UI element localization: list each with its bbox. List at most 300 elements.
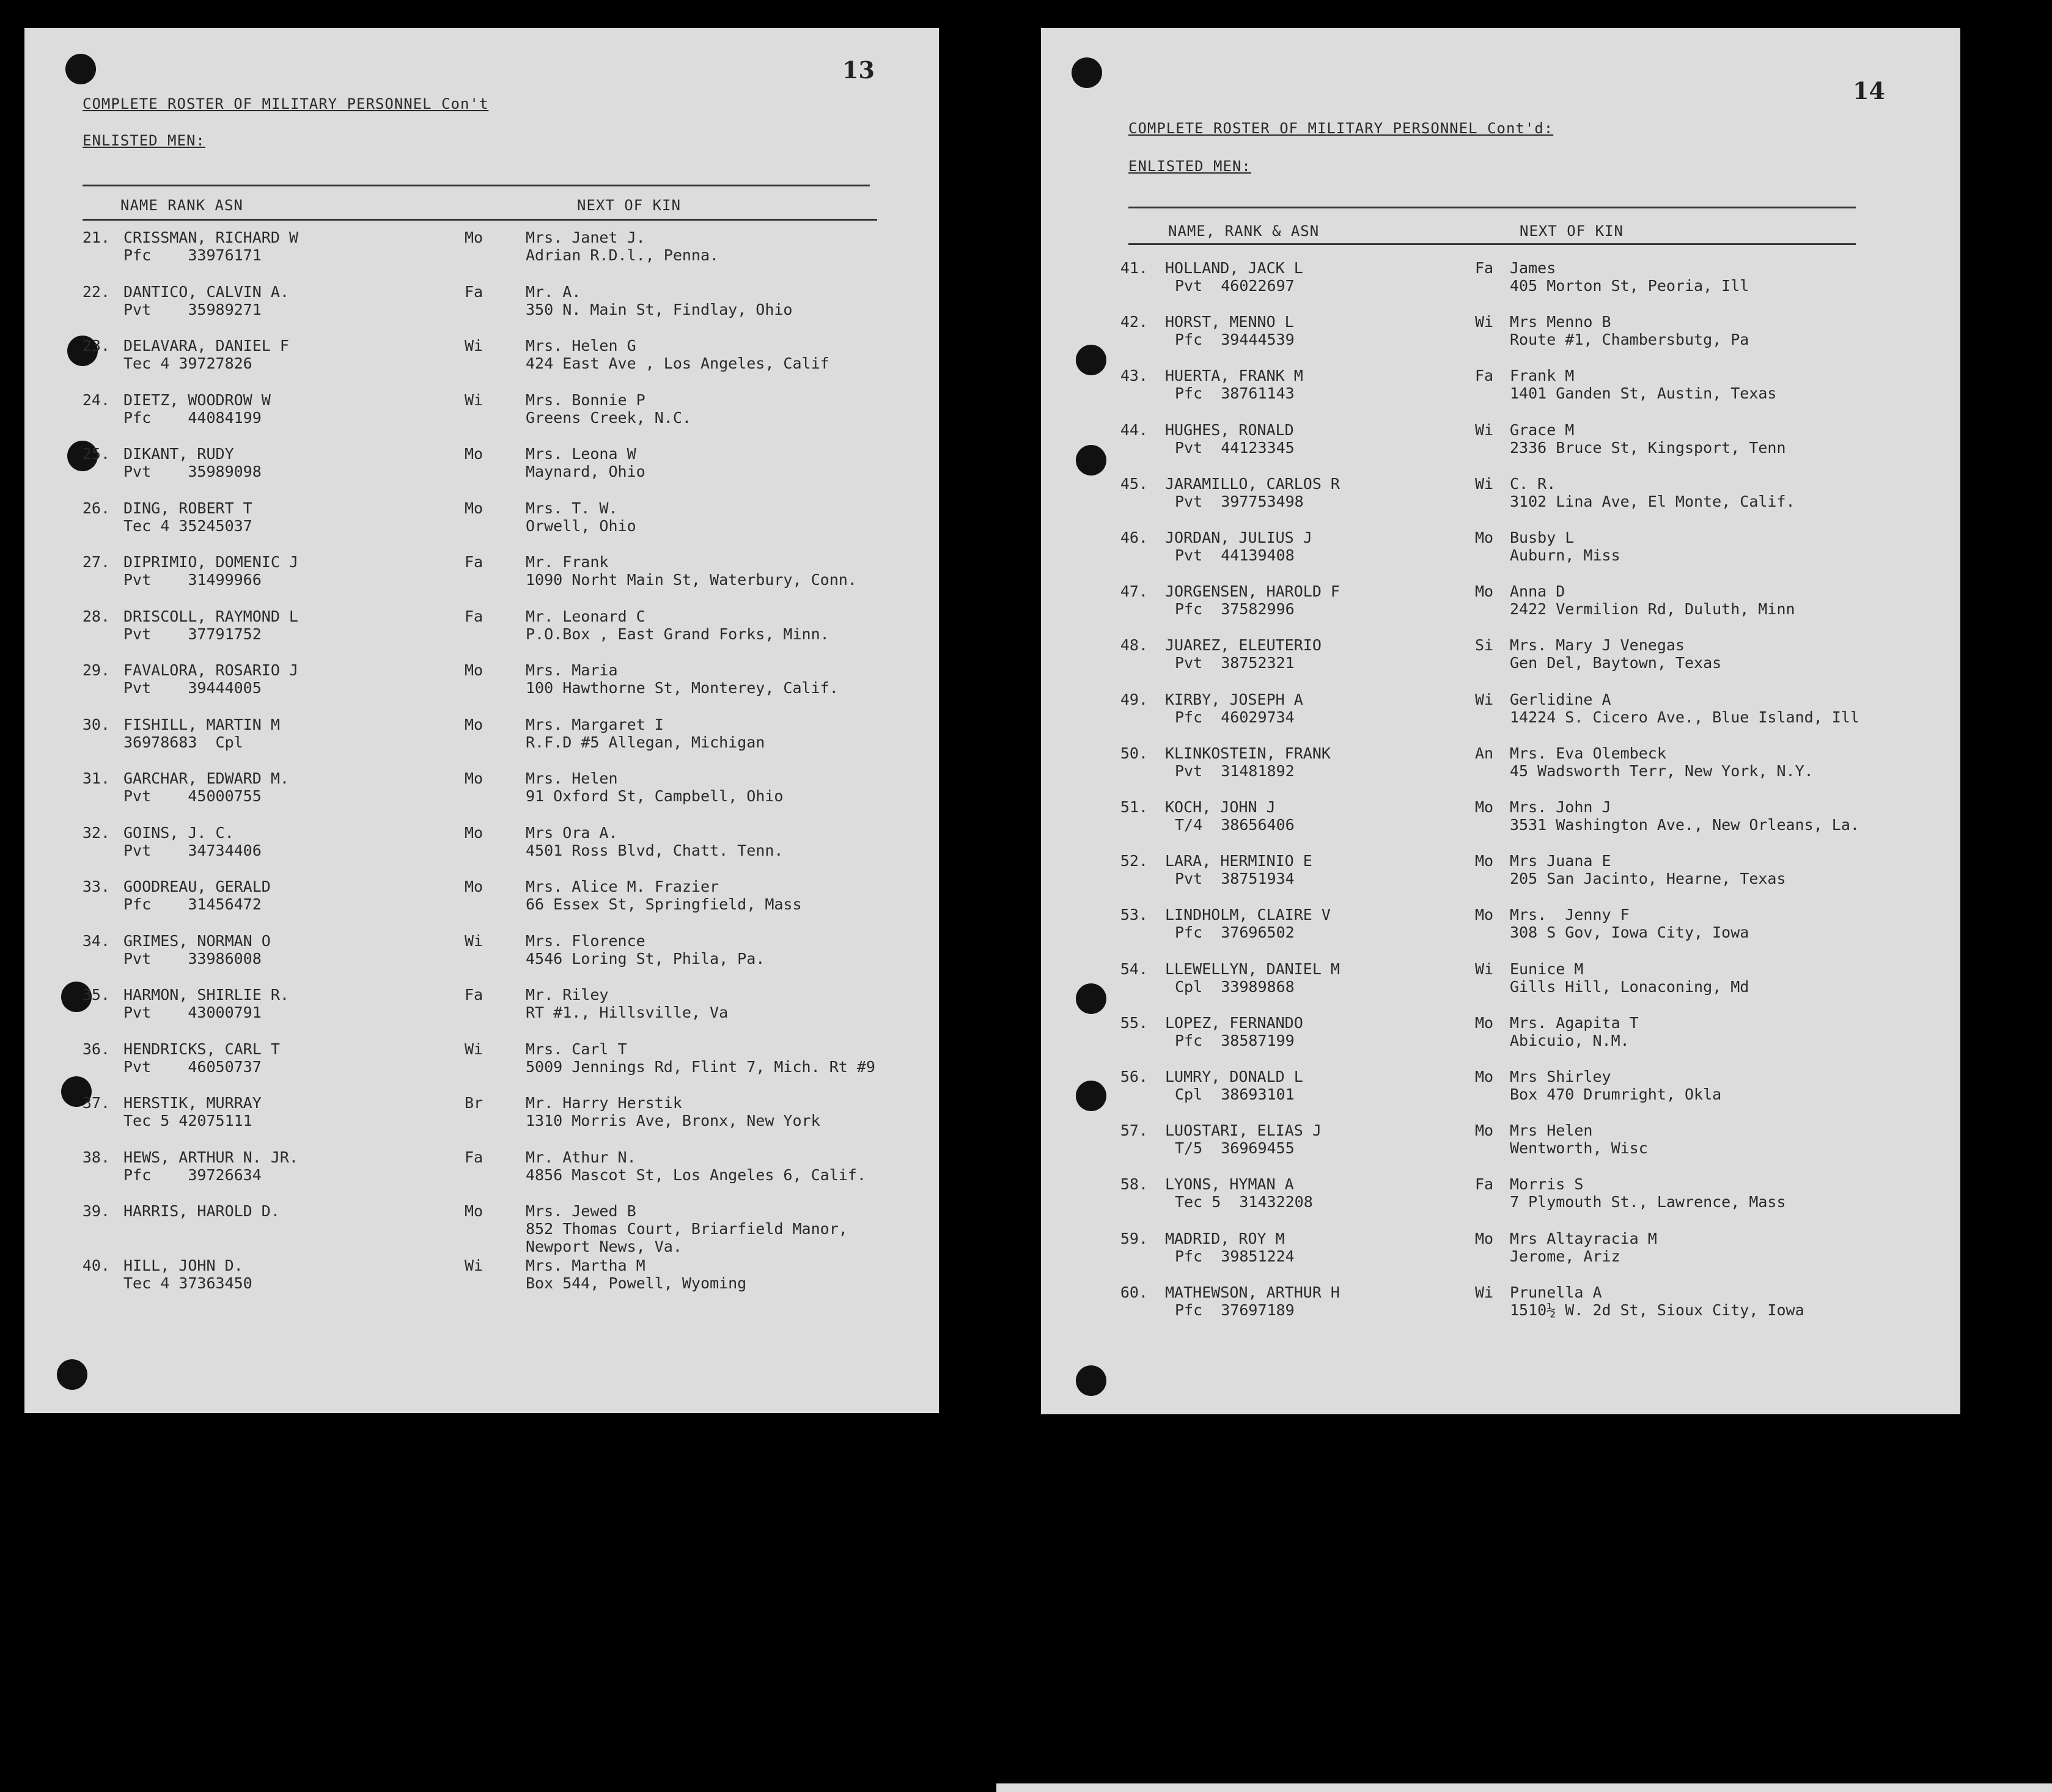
relationship-code: Mo	[465, 499, 484, 517]
entry-number: 22.	[82, 282, 110, 301]
entry-number: 35.	[82, 986, 110, 1004]
entry-number: 55.	[1120, 1013, 1148, 1032]
entry-name-block	[123, 878, 271, 913]
kin-address: Adrian R.D.l., Penna.	[526, 246, 719, 264]
section-subheading: ENLISTED MEN:	[1128, 158, 1251, 175]
soldier-name: CRISSMAN, RICHARD W	[123, 229, 298, 246]
column-header-kin: NEXT OF KIN	[577, 197, 681, 214]
entry-number: 31.	[82, 769, 110, 787]
rank-asn: Pvt 46022697	[1175, 277, 1295, 295]
entry-number: 53.	[1120, 906, 1148, 924]
relationship-code: Fa	[1475, 1175, 1494, 1194]
relationship-code: Mo	[465, 661, 484, 679]
entry-name-block	[123, 391, 271, 427]
entry-number: 44.	[1120, 420, 1148, 439]
next-of-kin-block	[526, 229, 719, 264]
next-of-kin-block	[1510, 1230, 1657, 1265]
roster-entry	[1099, 636, 1955, 688]
roster-entry	[1099, 421, 1955, 472]
next-of-kin-block	[526, 337, 829, 372]
relationship-code: Wi	[465, 1256, 484, 1274]
roster-entry	[1099, 1175, 1955, 1227]
soldier-name: HOLLAND, JACK L	[1165, 259, 1303, 277]
kin-name: Mrs. Martha M	[526, 1256, 645, 1274]
soldier-name: HENDRICKS, CARL T	[123, 1040, 280, 1058]
soldier-name: DIETZ, WOODROW W	[123, 391, 271, 409]
kin-name: Mrs. Mary J Venegas	[1510, 636, 1685, 655]
entry-name-block	[123, 445, 262, 480]
entry-number: 21.	[82, 229, 110, 246]
next-of-kin-block	[526, 445, 645, 480]
roster-entry	[1099, 906, 1955, 957]
entry-name-block	[1165, 636, 1322, 672]
soldier-name: DRISCOLL, RAYMOND L	[123, 607, 298, 625]
kin-name: Eunice M	[1510, 960, 1584, 978]
column-header-name: NAME RANK ASN	[120, 197, 243, 214]
next-of-kin-block	[1510, 582, 1795, 618]
relationship-code: Mo	[1475, 582, 1494, 601]
soldier-name: JORDAN, JULIUS J	[1165, 529, 1312, 546]
roster-entry	[61, 986, 929, 1038]
rule-line	[1128, 243, 1856, 245]
entry-number: 45.	[1120, 474, 1148, 493]
roster-entry	[61, 824, 929, 876]
soldier-name: FISHILL, MARTIN M	[123, 715, 280, 733]
next-of-kin-block	[1510, 1175, 1786, 1211]
punch-hole	[57, 1359, 87, 1390]
kin-name: Frank M	[1510, 367, 1575, 385]
roster-entry	[61, 391, 929, 443]
soldier-name: LUMRY, DONALD L	[1165, 1068, 1303, 1085]
rank-asn: Pfc 38587199	[1175, 1031, 1295, 1049]
next-of-kin-block	[526, 499, 636, 535]
kin-address: 100 Hawthorne St, Monterey, Calif.	[526, 679, 839, 697]
soldier-name: DELAVARA, DANIEL F	[123, 337, 289, 354]
kin-address: Gen Del, Baytown, Texas	[1510, 654, 1722, 672]
soldier-name: KLINKOSTEIN, FRANK	[1165, 744, 1331, 762]
entry-name-block	[1165, 1068, 1303, 1103]
punch-hole	[1072, 57, 1102, 88]
entry-name-block	[1165, 582, 1340, 618]
rank-asn: Pfc 31456472	[123, 895, 262, 913]
rank-asn: Pvt 43000791	[123, 1004, 262, 1021]
entry-name-block	[123, 1040, 280, 1076]
entry-number: 24.	[82, 391, 110, 409]
rank-asn: Pvt 37791752	[123, 625, 262, 643]
rank-asn: Pvt 31481892	[1175, 762, 1295, 780]
page-number: 14	[1853, 77, 1885, 105]
kin-address: 2336 Bruce St, Kingsport, Tenn	[1510, 438, 1786, 457]
soldier-name: LOPEZ, FERNANDO	[1165, 1013, 1303, 1032]
roster-entry	[1099, 259, 1955, 310]
rule-line	[83, 185, 870, 186]
soldier-name: GOODREAU, GERALD	[123, 878, 271, 895]
rank-asn: 36978683 Cpl	[123, 733, 243, 751]
entry-number: 36.	[82, 1040, 110, 1058]
kin-address: 66 Essex St, Springfield, Mass	[526, 895, 802, 913]
relationship-code: Mo	[465, 229, 484, 246]
entry-name-block	[123, 824, 262, 859]
kin-name: Mr. Leonard C	[526, 607, 645, 625]
soldier-name: DING, ROBERT T	[123, 499, 252, 517]
entry-name-block	[123, 1094, 262, 1129]
roster-entry	[1099, 1283, 1955, 1335]
relationship-code: Wi	[1475, 960, 1494, 978]
kin-name: Mr. Athur N.	[526, 1148, 636, 1166]
kin-address: 1090 Norht Main St, Waterbury, Conn.	[526, 571, 857, 589]
rule-line	[83, 219, 877, 221]
roster-entry	[1099, 1230, 1955, 1281]
entry-number: 58.	[1120, 1175, 1148, 1194]
entry-number: 26.	[82, 499, 110, 517]
entry-number: 39.	[82, 1202, 110, 1220]
entry-name-block	[123, 283, 289, 318]
relationship-code: Mo	[465, 769, 484, 787]
soldier-name: LYONS, HYMAN A	[1165, 1175, 1294, 1194]
rank-asn: Tec 4 39727826	[123, 354, 252, 372]
rank-asn: Pfc 39444539	[1175, 331, 1295, 349]
roster-entry	[61, 1040, 929, 1092]
relationship-code: Mo	[465, 715, 484, 733]
kin-name: Busby L	[1510, 529, 1575, 546]
soldier-name: GRIMES, NORMAN O	[123, 931, 271, 950]
kin-name: Mrs. Florence	[526, 931, 645, 950]
soldier-name: HILL, JOHN D.	[123, 1256, 243, 1274]
rank-asn: Pvt 38752321	[1175, 654, 1295, 672]
rank-asn: Cpl 33989868	[1175, 977, 1295, 996]
rank-asn: Tec 4 37363450	[123, 1274, 252, 1292]
kin-name: Mrs. Maria	[526, 661, 618, 679]
roster-entry	[61, 1094, 929, 1146]
relationship-code: Wi	[465, 337, 484, 354]
column-header-kin: NEXT OF KIN	[1520, 222, 1624, 240]
relationship-code: Mo	[465, 1202, 484, 1220]
next-of-kin-block	[1510, 744, 1814, 780]
kin-name: Mrs. Margaret I	[526, 715, 664, 733]
soldier-name: KOCH, JOHN J	[1165, 798, 1276, 816]
soldier-name: LINDHOLM, CLAIRE V	[1165, 906, 1331, 924]
kin-address: Jerome, Ariz	[1510, 1247, 1620, 1265]
roster-entry	[1099, 367, 1955, 418]
rank-asn: Cpl 38693101	[1175, 1085, 1295, 1103]
relationship-code: Wi	[1475, 420, 1494, 439]
next-of-kin-block	[526, 391, 691, 427]
rank-asn: T/4 38656406	[1175, 816, 1295, 834]
kin-name: Mrs. Alice M. Frazier	[526, 878, 719, 895]
entry-name-block	[123, 229, 298, 264]
roster-entry	[61, 1257, 929, 1309]
roster-entry	[1099, 475, 1955, 526]
section-subheading: ENLISTED MEN:	[83, 132, 205, 149]
kin-name: Prunella A	[1510, 1283, 1602, 1301]
rank-asn: Pvt 397753498	[1175, 492, 1304, 510]
kin-address: 2422 Vermilion Rd, Duluth, Minn	[1510, 600, 1795, 619]
kin-address: 5009 Jennings Rd, Flint 7, Mich. Rt #9	[526, 1057, 875, 1076]
next-of-kin-block	[526, 769, 783, 805]
kin-name: Mrs. Helen G	[526, 337, 636, 354]
relationship-code: Wi	[465, 1040, 484, 1058]
next-of-kin-block	[526, 1094, 820, 1129]
next-of-kin-block	[526, 553, 857, 589]
next-of-kin-block	[1510, 313, 1749, 348]
next-of-kin-block	[1510, 259, 1749, 295]
next-of-kin-block	[526, 986, 728, 1021]
kin-name: Mrs Helen	[1510, 1122, 1593, 1140]
page-heading: COMPLETE ROSTER OF MILITARY PERSONNEL Con't	[83, 95, 489, 112]
relationship-code: Fa	[465, 986, 484, 1004]
relationship-code: Fa	[1475, 367, 1494, 385]
kin-address: 1510½ W. 2d St, Sioux City, Iowa	[1510, 1301, 1804, 1319]
kin-address: 4501 Ross Blvd, Chatt. Tenn.	[526, 841, 784, 859]
soldier-name: HERSTIK, MURRAY	[123, 1094, 262, 1112]
entry-number: 23.	[82, 337, 110, 354]
entry-name-block	[123, 1148, 298, 1184]
rank-asn: Pfc 37697189	[1175, 1301, 1295, 1319]
entry-name-block	[123, 608, 298, 643]
entry-number: 41.	[1120, 259, 1148, 277]
kin-name: Anna D	[1510, 582, 1565, 601]
soldier-name: KIRBY, JOSEPH A	[1165, 690, 1303, 708]
next-of-kin-block	[1510, 960, 1749, 996]
next-of-kin-block	[526, 1257, 746, 1292]
rank-asn: Pvt 31499966	[123, 571, 262, 589]
entry-name-block	[123, 986, 289, 1021]
soldier-name: JARAMILLO, CARLOS R	[1165, 474, 1340, 493]
entry-name-block	[123, 1202, 280, 1220]
entry-number: 37.	[82, 1094, 110, 1112]
kin-name: Mrs Juana E	[1510, 852, 1611, 870]
rank-asn: Pvt 34734406	[123, 841, 262, 859]
kin-address: Box 470 Drumright, Okla	[1510, 1085, 1722, 1103]
kin-address: 852 Thomas Court, Briarfield Manor,	[526, 1220, 848, 1238]
kin-name: Mrs. Helen	[526, 769, 618, 787]
entry-name-block	[1165, 1283, 1340, 1319]
entry-number: 42.	[1120, 313, 1148, 331]
relationship-code: Fa	[465, 607, 484, 625]
rank-asn: Pfc 39726634	[123, 1166, 262, 1184]
kin-name: Mr. Harry Herstik	[526, 1094, 682, 1112]
kin-address: Orwell, Ohio	[526, 516, 636, 535]
kin-address: Auburn, Miss	[1510, 546, 1620, 564]
relationship-code: Mo	[1475, 798, 1494, 816]
rank-asn: T/5 36969455	[1175, 1139, 1295, 1158]
roster-entry	[1099, 582, 1955, 634]
relationship-code: Wi	[1475, 1283, 1494, 1301]
entry-number: 52.	[1120, 852, 1148, 870]
roster-entry	[61, 716, 929, 768]
relationship-code: An	[1475, 744, 1494, 762]
kin-address: 3102 Lina Ave, El Monte, Calif.	[1510, 492, 1795, 510]
rank-asn: Tec 5 42075111	[123, 1112, 252, 1129]
rank-asn: Pfc 37696502	[1175, 924, 1295, 942]
soldier-name: HEWS, ARTHUR N. JR.	[123, 1148, 298, 1166]
entry-name-block	[1165, 906, 1331, 941]
soldier-name: HUERTA, FRANK M	[1165, 367, 1303, 385]
entry-number: 30.	[82, 715, 110, 733]
kin-address: Maynard, Ohio	[526, 463, 645, 480]
rank-asn: Pfc 38761143	[1175, 384, 1295, 403]
rank-asn: Tec 4 35245037	[123, 516, 252, 535]
rank-asn: Pfc 46029734	[1175, 708, 1295, 726]
entry-number: 50.	[1120, 744, 1148, 762]
kin-name: Mrs. Bonnie P	[526, 391, 645, 409]
roster-entry	[61, 553, 929, 605]
kin-name: Mrs. Jenny F	[1510, 906, 1630, 924]
entry-name-block	[123, 499, 252, 535]
entry-name-block	[123, 769, 289, 805]
kin-name: James	[1510, 259, 1556, 277]
roster-entry	[1099, 313, 1955, 364]
entry-name-block	[1165, 691, 1303, 726]
kin-address-line2: Newport News, Va.	[526, 1238, 682, 1255]
rank-asn: Tec 5 31432208	[1175, 1193, 1313, 1211]
soldier-name: MADRID, ROY M	[1165, 1229, 1285, 1247]
roster-entry	[61, 932, 929, 984]
rank-asn: Pvt 44123345	[1175, 438, 1295, 457]
next-of-kin-block	[1510, 529, 1620, 564]
relationship-code: Mo	[1475, 852, 1494, 870]
kin-address: P.O.Box , East Grand Forks, Minn.	[526, 625, 829, 643]
relationship-code: Si	[1475, 636, 1494, 655]
soldier-name: JORGENSEN, HAROLD F	[1165, 582, 1340, 601]
kin-name: Mrs. Jewed B	[526, 1202, 636, 1220]
soldier-name: HARRIS, HAROLD D.	[123, 1202, 280, 1220]
next-of-kin-block	[1510, 1122, 1648, 1157]
kin-name: Mr. A.	[526, 282, 581, 301]
roster-entry	[61, 499, 929, 551]
rank-asn: Pvt 33986008	[123, 949, 262, 968]
roster-entry	[61, 283, 929, 335]
next-of-kin-block	[1510, 798, 1859, 834]
kin-name: C. R.	[1510, 474, 1556, 493]
soldier-name: GARCHAR, EDWARD M.	[123, 769, 289, 787]
entry-number: 38.	[82, 1148, 110, 1166]
punch-hole	[1076, 1365, 1106, 1396]
kin-address: 7 Plymouth St., Lawrence, Mass	[1510, 1193, 1786, 1211]
rank-asn: Pfc 39851224	[1175, 1247, 1295, 1265]
entry-name-block	[123, 1257, 252, 1292]
kin-name: Mrs. Agapita T	[1510, 1013, 1639, 1032]
roster-entry	[61, 337, 929, 389]
relationship-code: Fa	[465, 282, 484, 301]
entry-number: 60.	[1120, 1283, 1148, 1301]
roster-entry	[1099, 798, 1955, 850]
entry-name-block	[123, 661, 298, 697]
entry-name-block	[123, 716, 280, 751]
soldier-name: GOINS, J. C.	[123, 823, 234, 842]
relationship-code: Mo	[1475, 529, 1494, 546]
kin-name: Mr. Riley	[526, 986, 609, 1004]
entry-number: 56.	[1120, 1068, 1148, 1085]
relationship-code: Wi	[1475, 690, 1494, 708]
kin-address: Route #1, Chambersbutg, Pa	[1510, 331, 1749, 349]
kin-name: Morris S	[1510, 1175, 1584, 1194]
next-of-kin-block	[526, 1202, 848, 1255]
kin-address: RT #1., Hillsville, Va	[526, 1004, 729, 1021]
kin-address: 424 East Ave , Los Angeles, Calif	[526, 354, 829, 372]
entry-name-block	[1165, 960, 1340, 996]
entry-name-block	[1165, 1230, 1295, 1265]
entry-name-block	[1165, 798, 1295, 834]
soldier-name: HUGHES, RONALD	[1165, 420, 1294, 439]
relationship-code: Mo	[1475, 1229, 1494, 1247]
roster-entry	[61, 229, 929, 281]
rank-asn: Pvt 46050737	[123, 1057, 262, 1076]
kin-address: 14224 S. Cicero Ave., Blue Island, Ill	[1510, 708, 1859, 726]
kin-name: Mrs. John J	[1510, 798, 1611, 816]
entry-name-block	[1165, 1175, 1313, 1211]
next-of-kin-block	[526, 283, 793, 318]
next-of-kin-block	[1510, 421, 1786, 457]
roster-entry	[1099, 691, 1955, 742]
entry-name-block	[1165, 744, 1331, 780]
rank-asn: Pvt 39444005	[123, 679, 262, 697]
roster-entry	[61, 608, 929, 659]
soldier-name: JUAREZ, ELEUTERIO	[1165, 636, 1322, 655]
soldier-name: MATHEWSON, ARTHUR H	[1165, 1283, 1340, 1301]
entry-name-block	[1165, 529, 1312, 564]
kin-name: Mr. Frank	[526, 553, 609, 571]
rank-asn: Pfc 37582996	[1175, 600, 1295, 619]
entry-number: 27.	[82, 553, 110, 571]
kin-address: R.F.D #5 Allegan, Michigan	[526, 733, 765, 751]
next-of-kin-block	[526, 661, 839, 697]
entry-name-block	[1165, 852, 1312, 887]
kin-name: Mrs Altayracia M	[1510, 1229, 1657, 1247]
next-of-kin-block	[526, 932, 765, 968]
kin-name: Grace M	[1510, 420, 1575, 439]
next-of-kin-block	[1510, 367, 1777, 402]
next-of-kin-block	[526, 608, 829, 643]
roster-entry	[1099, 1068, 1955, 1119]
rank-asn: Pfc 44084199	[123, 408, 262, 427]
relationship-code: Wi	[1475, 313, 1494, 331]
entry-number: 48.	[1120, 636, 1148, 655]
entry-number: 46.	[1120, 529, 1148, 546]
kin-address: 350 N. Main St, Findlay, Ohio	[526, 300, 793, 318]
entry-name-block	[123, 337, 289, 372]
rank-asn: Pvt 35989271	[123, 300, 262, 318]
kin-address: 4546 Loring St, Phila, Pa.	[526, 949, 765, 968]
kin-address: 3531 Washington Ave., New Orleans, La.	[1510, 816, 1859, 834]
relationship-code: Mo	[465, 823, 484, 842]
entry-number: 40.	[82, 1256, 110, 1274]
relationship-code: Mo	[465, 445, 484, 463]
entry-number: 54.	[1120, 960, 1148, 978]
next-of-kin-block	[1510, 906, 1749, 941]
roster-entry	[61, 769, 929, 821]
relationship-code: Mo	[465, 878, 484, 895]
entry-number: 59.	[1120, 1229, 1148, 1247]
roster-page-13	[24, 28, 939, 1413]
entry-number: 43.	[1120, 367, 1148, 385]
kin-address: 91 Oxford St, Campbell, Ohio	[526, 787, 784, 805]
entry-number: 57.	[1120, 1122, 1148, 1140]
page-heading: COMPLETE ROSTER OF MILITARY PERSONNEL Cont'd:	[1128, 120, 1554, 137]
soldier-name: DIPRIMIO, DOMENIC J	[123, 553, 298, 571]
rank-asn: Pvt 35989098	[123, 463, 262, 480]
entry-number: 51.	[1120, 798, 1148, 816]
rule-line	[1128, 207, 1856, 208]
kin-address: 1401 Ganden St, Austin, Texas	[1510, 384, 1777, 403]
next-of-kin-block	[1510, 691, 1859, 726]
rank-asn: Pvt 45000755	[123, 787, 262, 805]
kin-address: Wentworth, Wisc	[1510, 1139, 1648, 1158]
roster-page-14	[1041, 28, 1960, 1414]
kin-address: 205 San Jacinto, Hearne, Texas	[1510, 870, 1786, 888]
entry-name-block	[1165, 1014, 1303, 1049]
soldier-name: HORST, MENNO L	[1165, 313, 1294, 331]
